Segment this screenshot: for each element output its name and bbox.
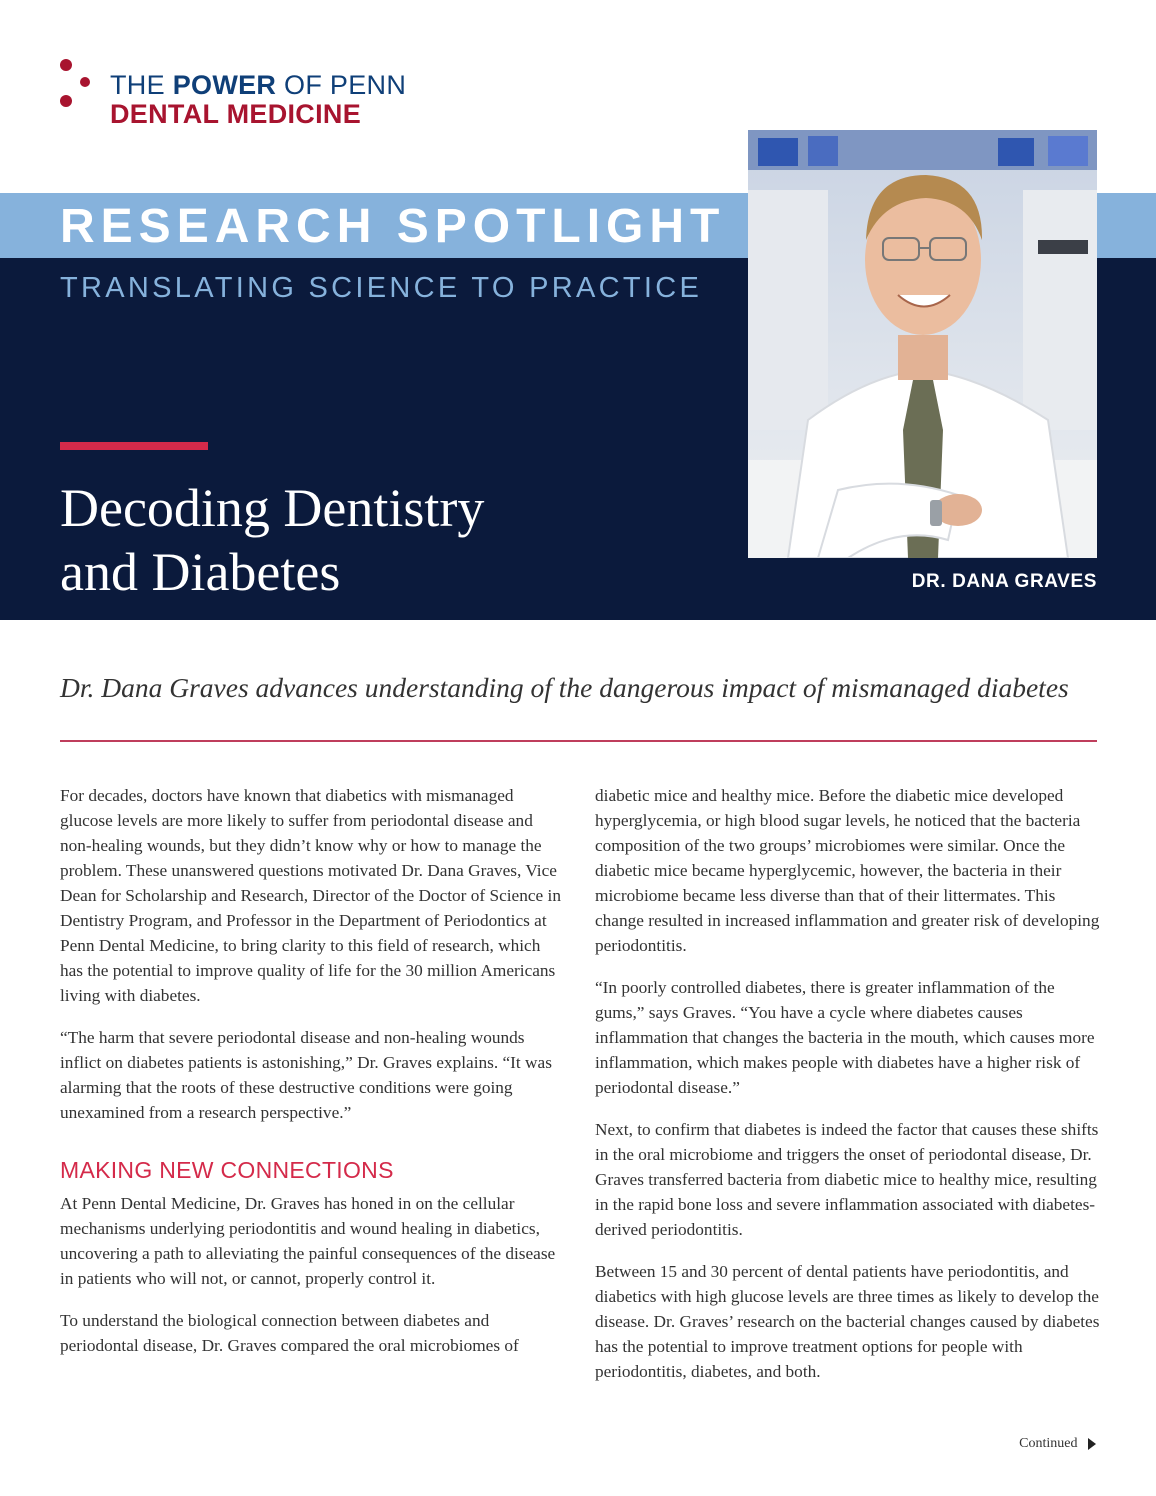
body-paragraph: To understand the biological connection between diabetes and periodontal disease, Dr. Graves compared the oral microbiomes of [60,1311,519,1355]
continued-label: Continued [1019,1436,1078,1451]
article-headline: Decoding Dentistry and Diabetes [60,478,485,602]
banner-subtitle: TRANSLATING SCIENCE TO PRACTICE [60,272,703,304]
right-column [595,783,1100,1384]
body-paragraph: At Penn Dental Medicine, Dr. Graves has honed in on the cellular mechanisms underlying periodontitis and wound healing in diabetics, uncovering a path to alleviating the painful consequences of the disease in patients who will not, or cannot, properly control it. [60,1194,556,1288]
logo-line-2: DENTAL MEDICINE [110,99,362,129]
section-heading: MAKING NEW CONNECTIONS [60,1157,394,1183]
body-paragraph: “In poorly controlled diabetes, there is greater inflammation of the gums,” says Graves. “You have a cycle where diabetes causes inflammation that changes the bacteria in the mouth, which causes more inflammation, which makes people with diabetes have a higher risk of periodontal disease.” [595,978,1095,1097]
logo-dots-icon [58,58,98,110]
logo-line-1: THE POWER OF PENN [110,70,407,100]
accent-bar [60,442,208,450]
portrait-photo [748,130,1097,558]
body-paragraph: “The harm that severe periodontal disease and non-healing wounds inflict on diabetes patients is astonishing,” Dr. Graves explains. “It was alarming that the roots of these destructive conditions were going unexamined from a research perspective.” [60,1028,552,1122]
body-paragraph: For decades, doctors have known that diabetics with mismanaged glucose levels are more likely to suffer from periodontal disease and non-healing wounds, but they didn’t know why or how to manage the problem. These unanswered questions motivated Dr. Dana Graves, Vice Dean for Scholarship and Research, Director of the Doctor of Science in Dentistry Program, and Professor in the Department of Periodontics at Penn Dental Medicine, to bring clarity to this field of research, which has the potential to improve quality of life for the 30 million Americans living with diabetes. [60,786,561,1005]
triangle-right-icon [1087,1438,1097,1450]
photo-caption: DR. DANA GRAVES [911,571,1097,592]
article-deck: Dr. Dana Graves advances understanding of the dangerous impact of mismanaged diabetes [60,672,1069,703]
banner-title: RESEARCH SPOTLIGHT [60,200,726,253]
body-paragraph: Next, to confirm that diabetes is indeed the factor that causes these shifts in the oral microbiome and triggers the onset of periodontal disease, Dr. Graves transferred bacteria from diabetic mice to healthy mice, resulting in the rapid bone loss and severe inflammation associated with diabetes-derived periodontitis. [595,1120,1099,1239]
body-paragraph: diabetic mice and healthy mice. Before the diabetic mice developed hyperglycemia, or high blood sugar levels, he noticed that the bacteria composition of the two groups’ microbiomes were similar. Once the diabetic mice became hyperglycemic, however, the bacteria in their microbiome became less diverse than that of their littermates. This change resulted in increased inflammation and greater risk of developing periodontitis. [595,786,1100,955]
continued-link[interactable] [960,1436,1097,1452]
left-column [60,783,565,1358]
divider-rule [60,740,1097,742]
body-paragraph: Between 15 and 30 percent of dental patients have periodontitis, and diabetics with high glucose levels are three times as likely to develop the disease. Dr. Graves’ research on the bacterial changes caused by diabetes has the potential to improve treatment options for people with periodontitis, diabetes, and both. [595,1262,1100,1381]
